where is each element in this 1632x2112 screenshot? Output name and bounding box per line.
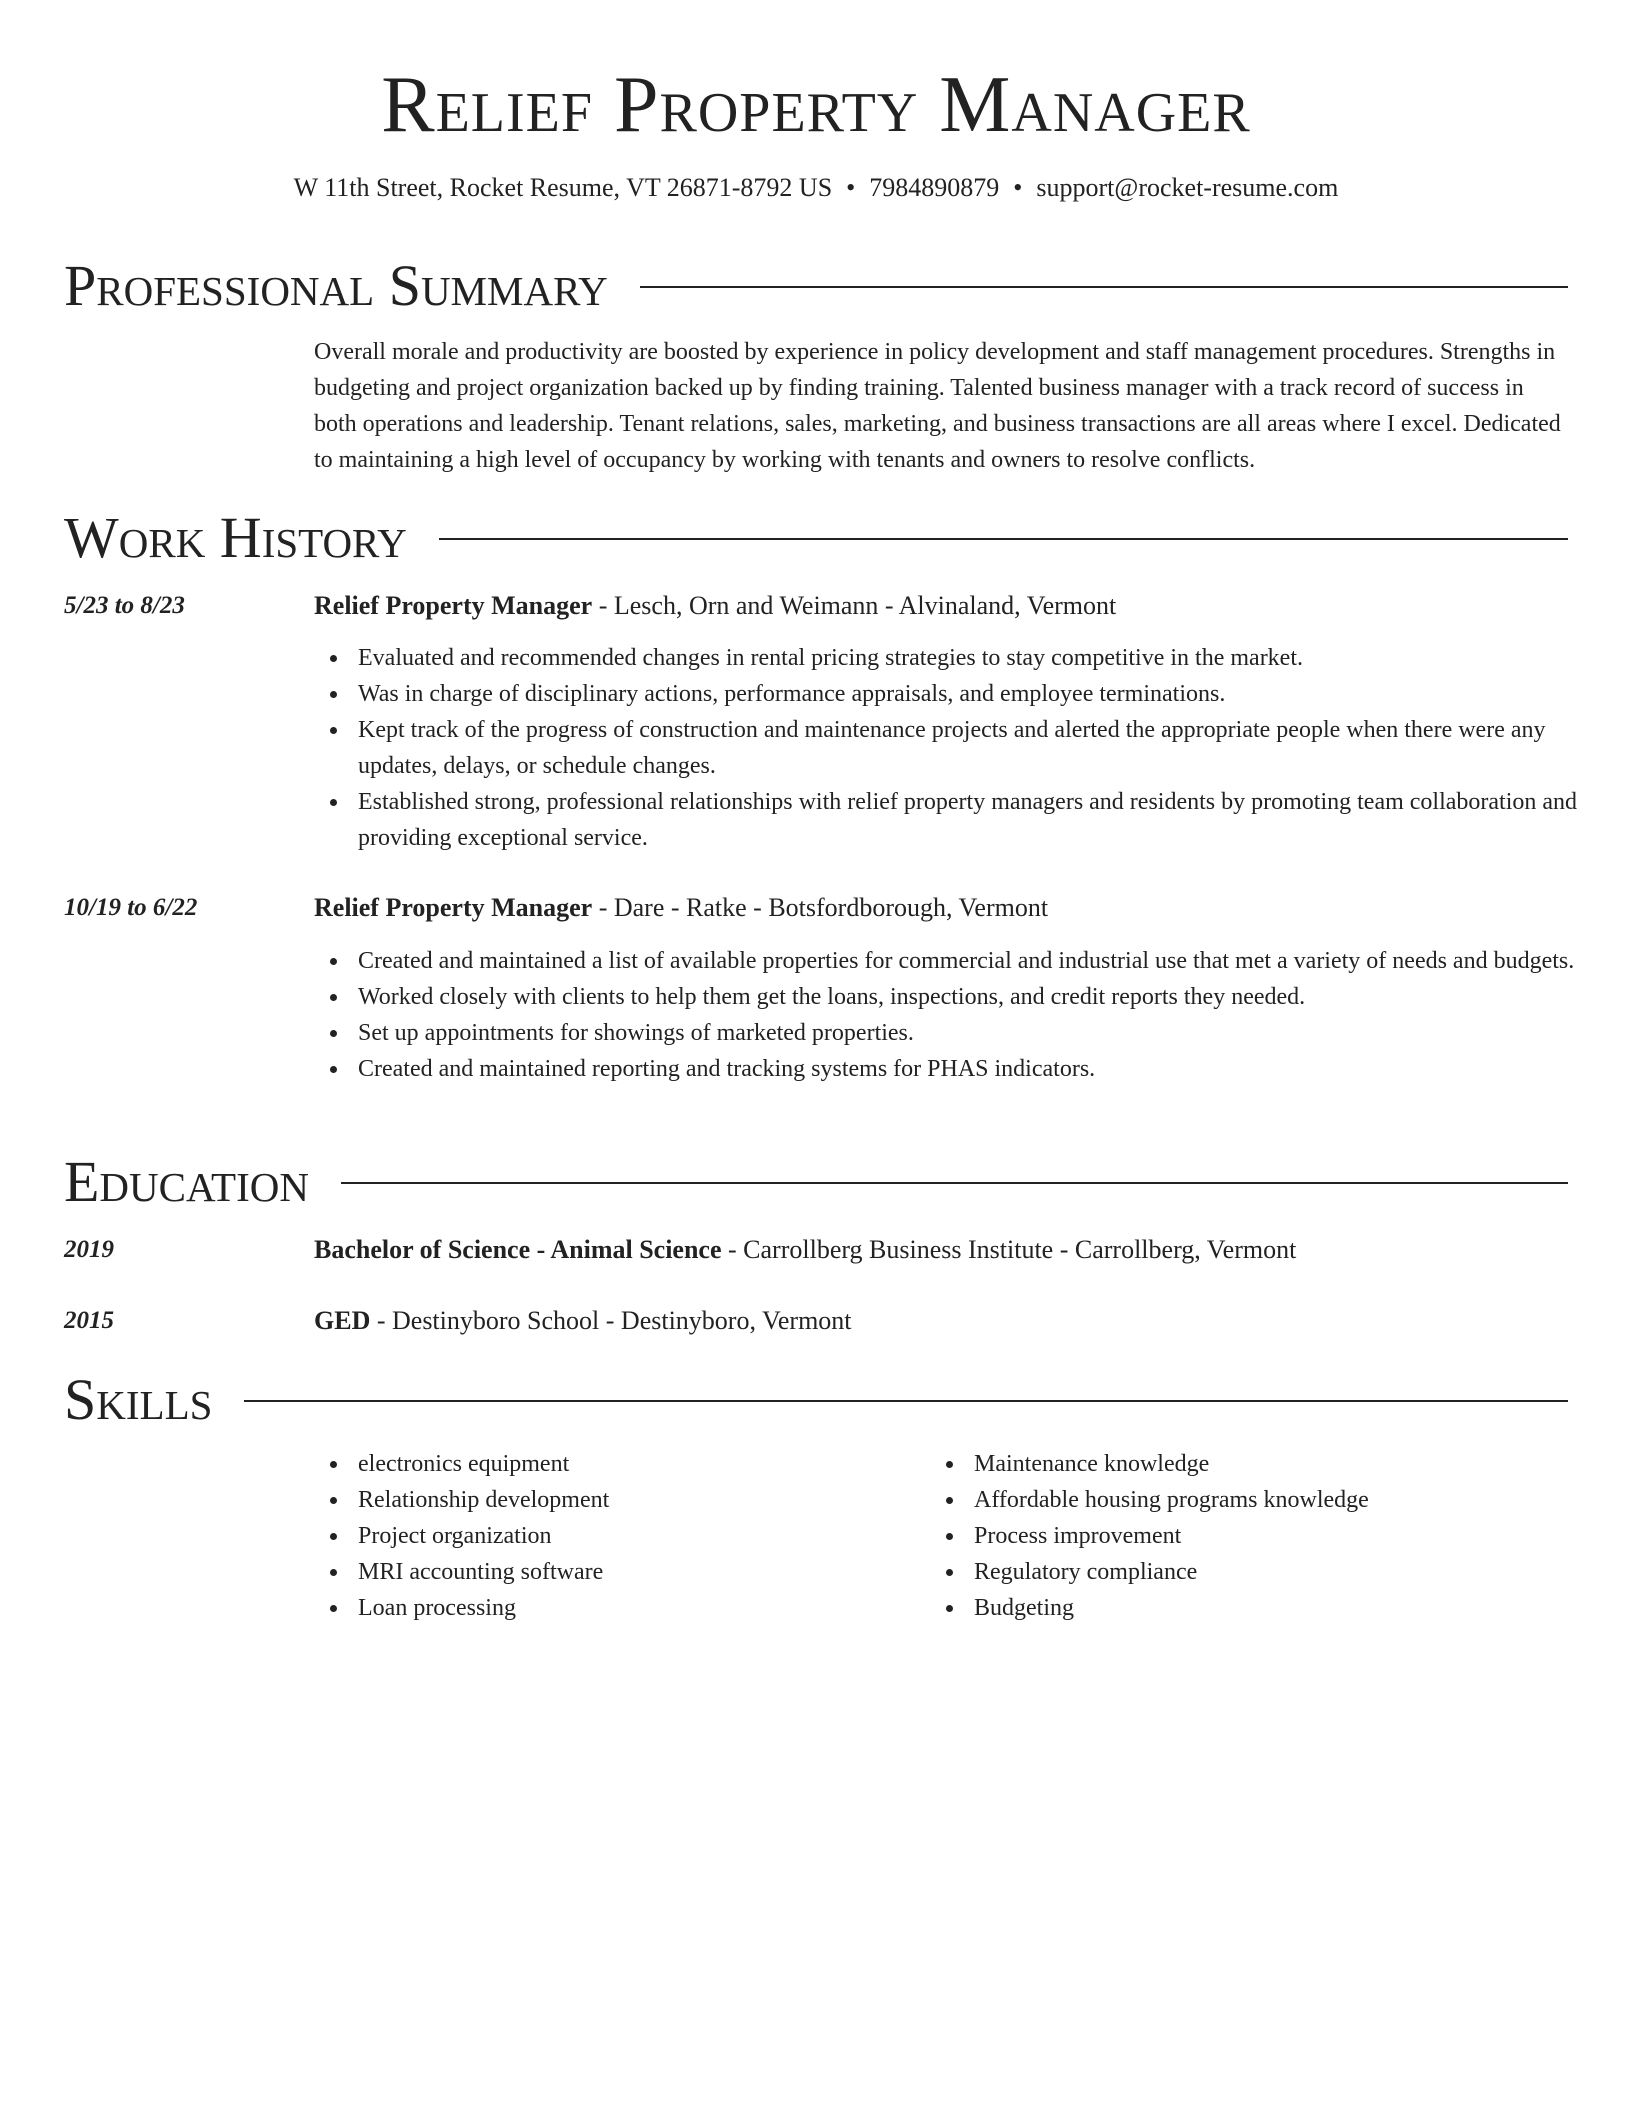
job-bullets (314, 640, 1612, 856)
skill-item: Budgeting (974, 1590, 1574, 1626)
education-year: 2019 (64, 1236, 114, 1263)
section-title: Professional Summary (64, 253, 608, 318)
section-divider (341, 1182, 1568, 1184)
list-item: Set up appointments for showings of marketed properties. (358, 1015, 1612, 1051)
education-degree: GED (314, 1306, 371, 1335)
section-header-work-history (64, 505, 1568, 570)
resume-name: Relief Property Manager (381, 61, 1251, 149)
list-item: Kept track of the progress of construction and maintenance projects and alerted the appropriate people when there were any updates, delays, or schedule changes. (358, 712, 1612, 784)
job-title-line (314, 890, 1048, 926)
skill-item: Regulatory compliance (974, 1554, 1574, 1590)
skill-item: Loan processing (358, 1590, 958, 1626)
skill-item: Affordable housing programs knowledge (974, 1482, 1574, 1518)
list-item: Created and maintained reporting and tracking systems for PHAS indicators. (358, 1051, 1612, 1087)
job-title-line (314, 588, 1116, 624)
contact-email: support@rocket-resume.com (1036, 173, 1339, 202)
list-item: Evaluated and recommended changes in rental pricing strategies to stay competitive in the market. (358, 640, 1612, 676)
section-header-summary (64, 253, 1568, 318)
job-company: - Dare - Ratke - Botsfordborough, Vermont (592, 893, 1049, 922)
resume-page (64, 0, 1578, 1621)
job-bullets (314, 943, 1612, 1087)
skill-item: Maintenance knowledge (974, 1446, 1574, 1482)
education-school: - Carrollberg Business Institute - Carrollberg, Vermont (721, 1235, 1297, 1264)
section-divider (244, 1400, 1568, 1402)
section-title: Skills (64, 1367, 213, 1432)
list-item: Created and maintained a list of available properties for commercial and industrial use that met a variety of needs and budgets. (358, 943, 1612, 979)
section-title: Education (64, 1149, 309, 1214)
contact-separator: • (846, 173, 856, 202)
list-item: Established strong, professional relationships with relief property managers and residents by promoting team collaboration and providing exceptional service. (358, 784, 1612, 856)
education-school: - Destinyboro School - Destinyboro, Vermont (370, 1306, 852, 1335)
summary-text: Overall morale and productivity are boosted by experience in policy development and staff management procedures. Strengths in budgeting and project organization backed up by finding training. Talented business manager with a track record of success in both operations and leadership. Tenant relations, sales, marketing, and business transactions are all areas where I excel. Dedicated to maintaining a high level of occupancy by working with tenants and owners to resolve conflicts. (314, 339, 1561, 473)
education-year: 2015 (64, 1307, 114, 1334)
job-title: Relief Property Manager (314, 591, 593, 620)
skills-list-left (314, 1446, 958, 1626)
job-dates: 10/19 to 6/22 (64, 894, 198, 921)
education-line (314, 1232, 1296, 1268)
job-company: - Lesch, Orn and Weimann - Alvinaland, Vermont (592, 591, 1117, 620)
contact-separator: • (1013, 173, 1023, 202)
job-dates: 5/23 to 8/23 (64, 592, 185, 619)
section-divider (439, 538, 1568, 540)
list-item: Worked closely with clients to help them get the loans, inspections, and credit reports they needed. (358, 979, 1612, 1015)
section-header-skills (64, 1367, 1568, 1432)
job-title: Relief Property Manager (314, 893, 593, 922)
skill-item: Relationship development (358, 1482, 958, 1518)
skill-item: Process improvement (974, 1518, 1574, 1554)
contact-phone: 7984890879 (869, 173, 1000, 202)
skill-item: electronics equipment (358, 1446, 958, 1482)
skill-item: MRI accounting software (358, 1554, 958, 1590)
section-header-education (64, 1149, 1568, 1214)
contact-address: W 11th Street, Rocket Resume, VT 26871-8792 US (293, 173, 833, 202)
section-divider (640, 286, 1568, 288)
education-line (314, 1303, 852, 1339)
skills-list-right (930, 1446, 1574, 1626)
education-degree: Bachelor of Science - Animal Science (314, 1235, 722, 1264)
skill-item: Project organization (358, 1518, 958, 1554)
list-item: Was in charge of disciplinary actions, performance appraisals, and employee terminations. (358, 676, 1612, 712)
section-title: Work History (64, 505, 407, 570)
contact-line (64, 172, 1568, 204)
